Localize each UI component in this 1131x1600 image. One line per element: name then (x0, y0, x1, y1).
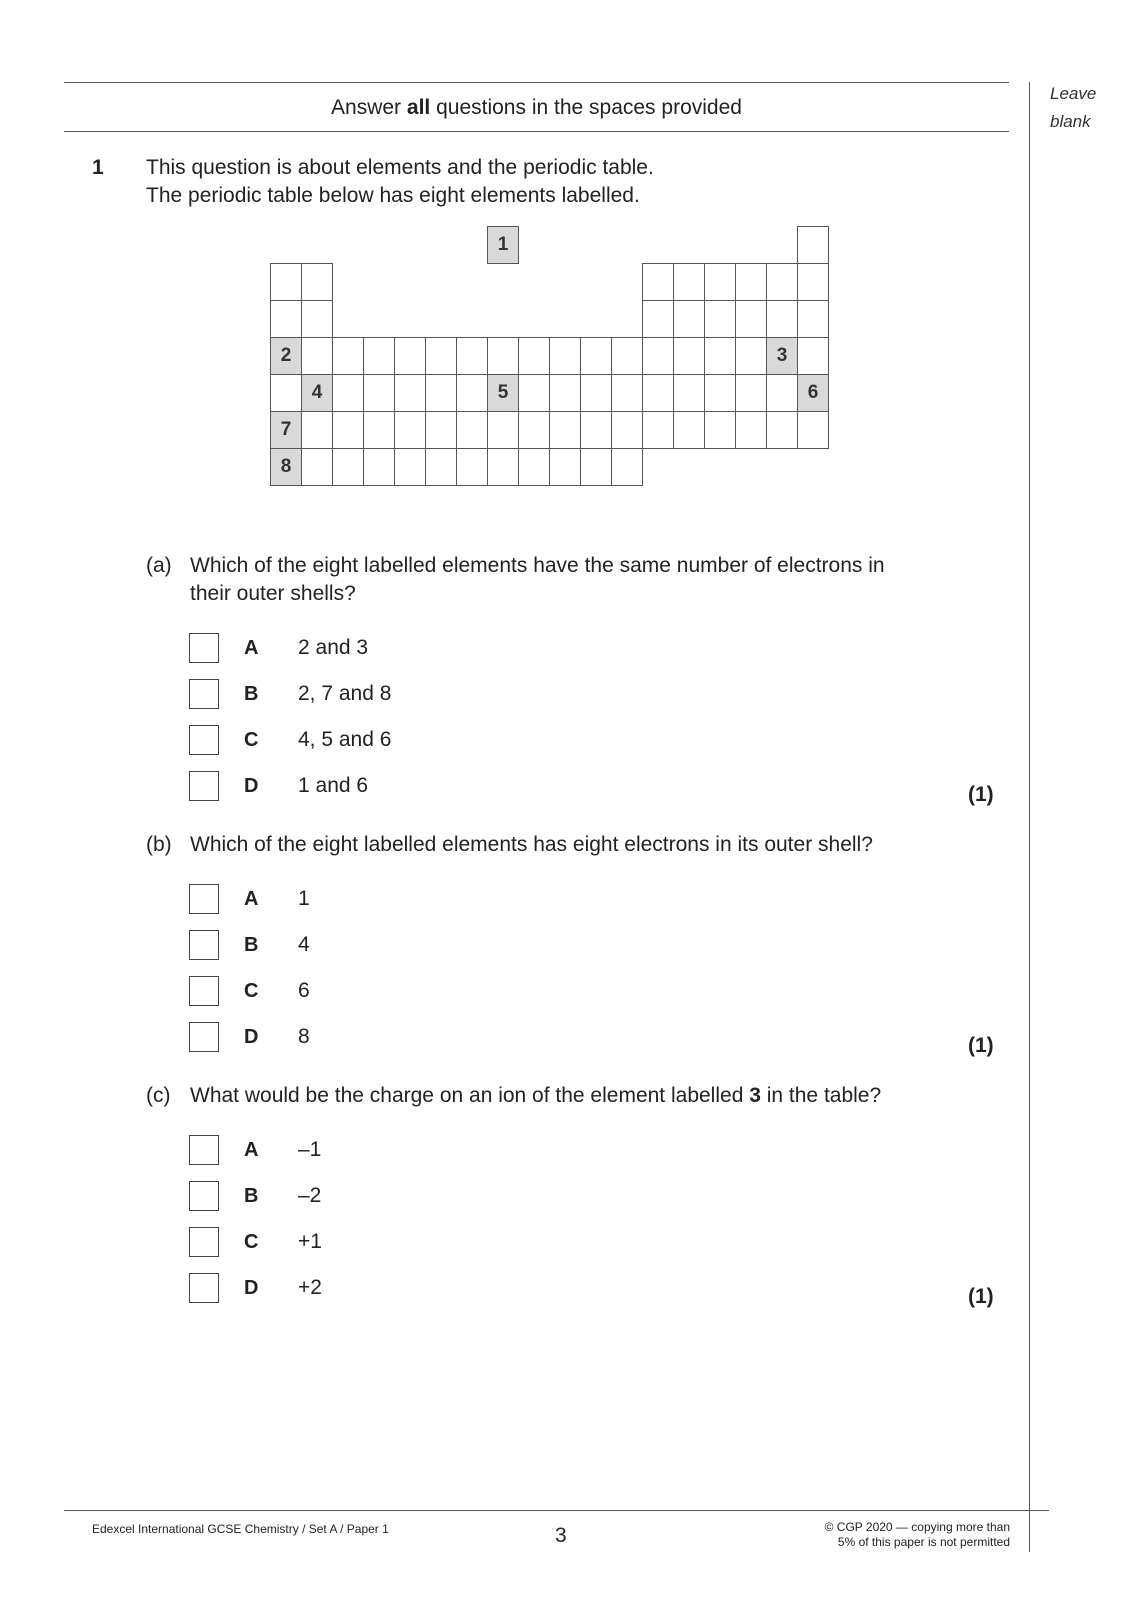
element-cell (797, 411, 829, 449)
part-c-option-b-letter: B (244, 1185, 259, 1207)
element-cell (270, 374, 302, 412)
instruction-rule (64, 131, 1009, 132)
element-cell (332, 411, 364, 449)
part-b-label: (b) (146, 833, 172, 856)
part-c-question-bold: 3 (749, 1084, 761, 1107)
element-cell (642, 337, 674, 375)
element-cell (642, 300, 674, 338)
part-a-option-a-letter: A (244, 637, 259, 659)
element-cell (518, 374, 550, 412)
part-b-option-c-text: 6 (298, 979, 310, 1002)
element-cell (611, 448, 643, 486)
part-b-option-a-text: 1 (298, 887, 310, 910)
part-c-option-a-checkbox[interactable] (189, 1135, 219, 1165)
footer-copyright (770, 1520, 1010, 1550)
part-c-option-d-checkbox[interactable] (189, 1273, 219, 1303)
question-intro (146, 154, 654, 210)
part-b-marks: (1) (968, 1034, 994, 1057)
instruction-bold: all (406, 96, 431, 119)
element-cell (487, 411, 519, 449)
element-cell (394, 337, 426, 375)
element-cell (549, 411, 581, 449)
part-c-option-c-letter: C (244, 1231, 259, 1253)
element-cell (549, 448, 581, 486)
element-cell (487, 337, 519, 375)
element-cell (797, 337, 829, 375)
part-a-question (190, 552, 885, 608)
part-a-option-b-text: 2, 7 and 8 (298, 682, 392, 705)
element-cell (735, 300, 767, 338)
footer-copyright-line1: © CGP 2020 — copying more than (824, 1520, 1010, 1534)
element-cell (642, 411, 674, 449)
element-cell (611, 337, 643, 375)
element-cell (332, 374, 364, 412)
page-number: 3 (555, 1524, 567, 1547)
element-cell (766, 374, 798, 412)
element-cell (332, 337, 364, 375)
element-cell (611, 411, 643, 449)
part-b-option-d-text: 8 (298, 1025, 310, 1048)
part-c-option-a-text: –1 (298, 1138, 322, 1161)
part-c-question-before: What would be the charge on an ion of the element labelled (190, 1084, 750, 1107)
part-b-option-b-letter: B (244, 934, 259, 956)
element-cell-8: 8 (270, 448, 302, 486)
question-intro-line1: This question is about elements and the periodic table. (146, 156, 654, 179)
part-a-label: (a) (146, 554, 172, 577)
element-cell (704, 337, 736, 375)
element-cell-7: 7 (270, 411, 302, 449)
part-a-option-d-letter: D (244, 775, 259, 797)
part-a-option-c-letter: C (244, 729, 259, 751)
element-cell (642, 374, 674, 412)
part-b-option-d-checkbox[interactable] (189, 1022, 219, 1052)
part-c-question-after: in the table? (760, 1084, 882, 1107)
element-cell (518, 448, 550, 486)
instruction-before: Answer (331, 96, 407, 119)
element-cell (704, 300, 736, 338)
part-c-option-d-letter: D (244, 1277, 259, 1299)
element-cell (363, 411, 395, 449)
element-cell (766, 411, 798, 449)
part-a-option-d-text: 1 and 6 (298, 774, 369, 797)
footer-paper-title: Edexcel International GCSE Chemistry / Set A / Paper 1 (92, 1522, 389, 1536)
part-b-option-d-letter: D (244, 1026, 259, 1048)
part-c-question (190, 1082, 881, 1110)
element-cell (363, 374, 395, 412)
part-c-option-b-text: –2 (298, 1184, 322, 1207)
part-a-option-b-letter: B (244, 683, 259, 705)
element-cell (301, 411, 333, 449)
element-cell (766, 263, 798, 301)
part-a-question-line1: Which of the eight labelled elements have the same number of electrons in (190, 554, 885, 577)
element-cell (580, 448, 612, 486)
question-intro-line2: The periodic table below has eight elements labelled. (146, 184, 640, 207)
element-cell (766, 300, 798, 338)
element-cell (394, 374, 426, 412)
element-cell (580, 411, 612, 449)
element-cell (518, 411, 550, 449)
part-a-option-d-checkbox[interactable] (189, 771, 219, 801)
part-c-label: (c) (146, 1084, 171, 1107)
element-cell (642, 263, 674, 301)
element-cell (797, 300, 829, 338)
top-rule (64, 82, 1009, 83)
element-cell (425, 448, 457, 486)
element-cell (301, 263, 333, 301)
element-cell-2: 2 (270, 337, 302, 375)
leave-blank-note (1050, 80, 1096, 136)
element-cell (673, 411, 705, 449)
element-cell (270, 300, 302, 338)
element-cell (580, 337, 612, 375)
part-b-option-c-checkbox[interactable] (189, 976, 219, 1006)
element-cell (735, 411, 767, 449)
element-cell (549, 374, 581, 412)
element-cell (332, 448, 364, 486)
part-b-option-a-letter: A (244, 888, 259, 910)
part-b-option-a-checkbox[interactable] (189, 884, 219, 914)
element-cell (735, 374, 767, 412)
leave-blank-line2: blank (1050, 112, 1091, 131)
element-cell (394, 411, 426, 449)
element-cell (270, 263, 302, 301)
part-b-question: Which of the eight labelled elements has eight electrons in its outer shell? (190, 833, 873, 856)
part-b-option-b-checkbox[interactable] (189, 930, 219, 960)
part-c-option-a-letter: A (244, 1139, 259, 1161)
part-c-option-c-checkbox[interactable] (189, 1227, 219, 1257)
part-c-option-d-text: +2 (298, 1276, 322, 1299)
element-cell (301, 300, 333, 338)
part-a-option-a-text: 2 and 3 (298, 636, 369, 659)
element-cell-1: 1 (487, 226, 519, 264)
element-cell (456, 411, 488, 449)
part-c-marks: (1) (968, 1285, 994, 1308)
element-cell (549, 337, 581, 375)
element-cell (797, 263, 829, 301)
instruction (64, 96, 1009, 120)
footer-copyright-line2: 5% of this paper is not permitted (837, 1535, 1010, 1549)
margin-rule (1029, 82, 1030, 1552)
footer-rule (64, 1510, 1049, 1511)
element-cell (301, 448, 333, 486)
instruction-after: questions in the spaces provided (430, 96, 742, 119)
element-cell (363, 337, 395, 375)
element-cell (487, 448, 519, 486)
element-cell (456, 374, 488, 412)
element-cell (456, 448, 488, 486)
element-cell (611, 374, 643, 412)
element-cell-5: 5 (487, 374, 519, 412)
element-cell (673, 263, 705, 301)
element-cell (704, 411, 736, 449)
element-cell (456, 337, 488, 375)
part-a-option-a-checkbox[interactable] (189, 633, 219, 663)
part-b-option-c-letter: C (244, 980, 259, 1002)
element-cell (673, 337, 705, 375)
element-cell-4: 4 (301, 374, 333, 412)
part-c-option-c-text: +1 (298, 1230, 322, 1253)
element-cell (425, 374, 457, 412)
element-cell (704, 263, 736, 301)
element-cell (425, 411, 457, 449)
part-a-option-c-checkbox[interactable] (189, 725, 219, 755)
element-cell (704, 374, 736, 412)
element-cell (797, 226, 829, 264)
element-cell (735, 337, 767, 375)
part-a-option-c-text: 4, 5 and 6 (298, 728, 392, 751)
element-cell (363, 448, 395, 486)
part-a-marks: (1) (968, 783, 994, 806)
element-cell (425, 337, 457, 375)
element-cell (673, 374, 705, 412)
element-cell (394, 448, 426, 486)
part-a-question-line2: their outer shells? (190, 582, 356, 605)
element-cell (301, 337, 333, 375)
element-cell (735, 263, 767, 301)
part-a-option-b-checkbox[interactable] (189, 679, 219, 709)
element-cell (518, 337, 550, 375)
part-c-option-b-checkbox[interactable] (189, 1181, 219, 1211)
question-number: 1 (92, 156, 104, 179)
element-cell (580, 374, 612, 412)
leave-blank-line1: Leave (1050, 84, 1097, 103)
element-cell-3: 3 (766, 337, 798, 375)
element-cell-6: 6 (797, 374, 829, 412)
part-b-option-b-text: 4 (298, 933, 310, 956)
element-cell (673, 300, 705, 338)
